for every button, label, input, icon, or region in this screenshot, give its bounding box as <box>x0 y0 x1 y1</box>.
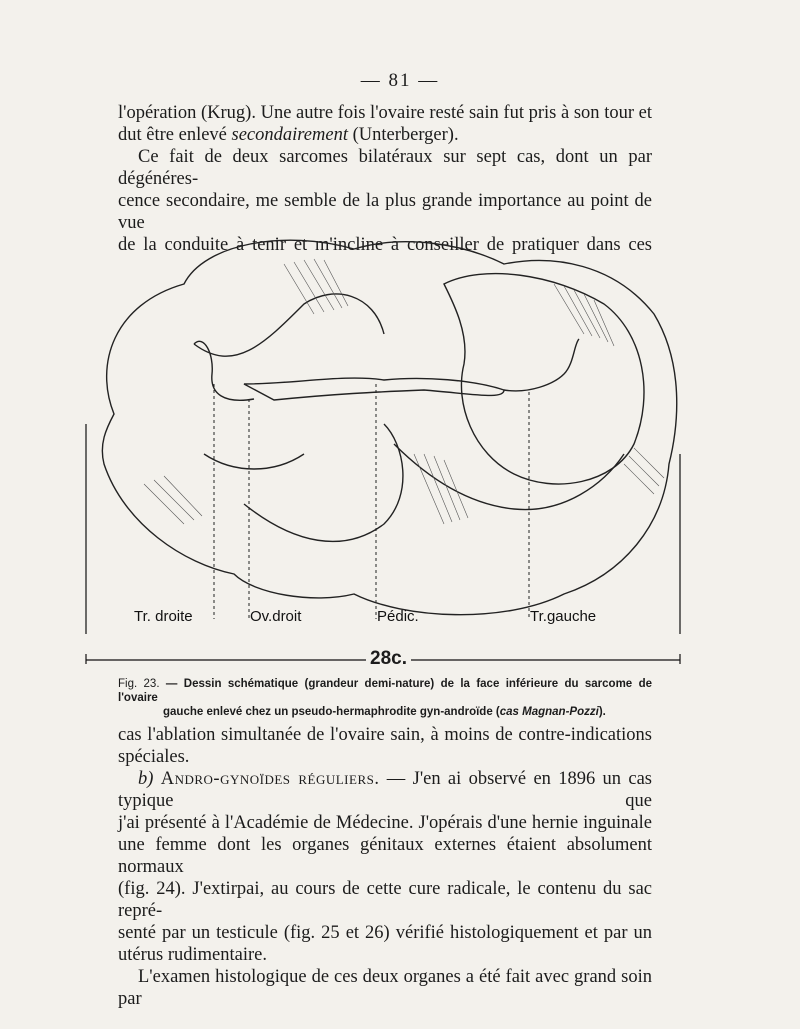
text-line: b) Andro-gynoïdes réguliers. — J'en ai observé en 1896 un cas typique que <box>118 769 652 811</box>
sarcoma-drawing <box>84 224 684 664</box>
scale-label: 28c. <box>366 648 411 670</box>
label-tr-gauche: Tr.gauche <box>530 608 597 625</box>
text-line: cas l'ablation simultanée de l'ovaire sain, à moins de contre-indications <box>118 725 652 745</box>
figure-number: Fig. 23. <box>118 678 160 690</box>
left-tube <box>504 339 579 391</box>
text-line: utérus rudimentaire. <box>118 945 267 965</box>
pedicle <box>244 378 504 400</box>
mid-fold <box>204 454 304 469</box>
bottom-paragraphs <box>118 724 652 1010</box>
text-line: (fig. 24). J'extirpai, au cours de cette cure radicale, le contenu du sac repré- <box>118 879 652 921</box>
text-line: une femme dont les organes génitaux externes étaient absolument normaux <box>118 835 652 877</box>
text-line: spéciales. <box>118 747 190 767</box>
label-ov-droit: Ov.droit <box>250 608 302 625</box>
text-line: cence secondaire, me semble de la plus grande importance au point de vue <box>118 191 652 233</box>
text-line: Ce fait de deux sarcomes bilatéraux sur sept cas, dont un par dégénéres- <box>118 147 652 189</box>
section-letter: b) <box>138 769 161 789</box>
caption-emphasis: cas Magnan-Pozzi <box>499 706 599 718</box>
text-line: senté par un testicule (fig. 25 et 26) vérifié histologiquement et par un <box>118 923 652 943</box>
figure-caption <box>118 677 652 719</box>
label-tr-droite: Tr. droite <box>134 608 193 625</box>
text-line: de la conduite à tenir et m'incline à conseiller de pratiquer dans ces <box>118 235 652 255</box>
lower-fold-2 <box>394 444 624 510</box>
text-line: dut être enlevé secondairement (Unterberger). <box>118 125 459 145</box>
left-lobe <box>194 294 384 356</box>
text-line: l'opération (Krug). Une autre fois l'ovaire resté sain fut pris à son tour et <box>118 103 652 123</box>
section-heading: Andro-gynoïdes réguliers. <box>160 769 380 789</box>
text-line: L'examen histologique de ces deux organes a été fait avec grand soin par <box>118 967 652 1009</box>
figure-illustration <box>84 224 684 669</box>
lower-fold <box>244 424 403 541</box>
page-number: — 81 — <box>360 70 440 91</box>
emphasis: secondairement <box>231 125 348 145</box>
caption-line: gauche enlevé chez un pseudo-hermaphrodite gyn-androïde (cas Magnan-Pozzi). <box>163 706 606 718</box>
text-line: j'ai présenté à l'Académie de Médecine. J'opérais d'une hernie inguinale <box>118 813 652 833</box>
right-lobe <box>444 274 644 484</box>
caption-line: Fig. 23. — Dessin schématique (grandeur demi-nature) de la face inférieure du sarcome de l'ovaire <box>118 678 652 704</box>
label-pedic: Pédic. <box>377 608 419 625</box>
